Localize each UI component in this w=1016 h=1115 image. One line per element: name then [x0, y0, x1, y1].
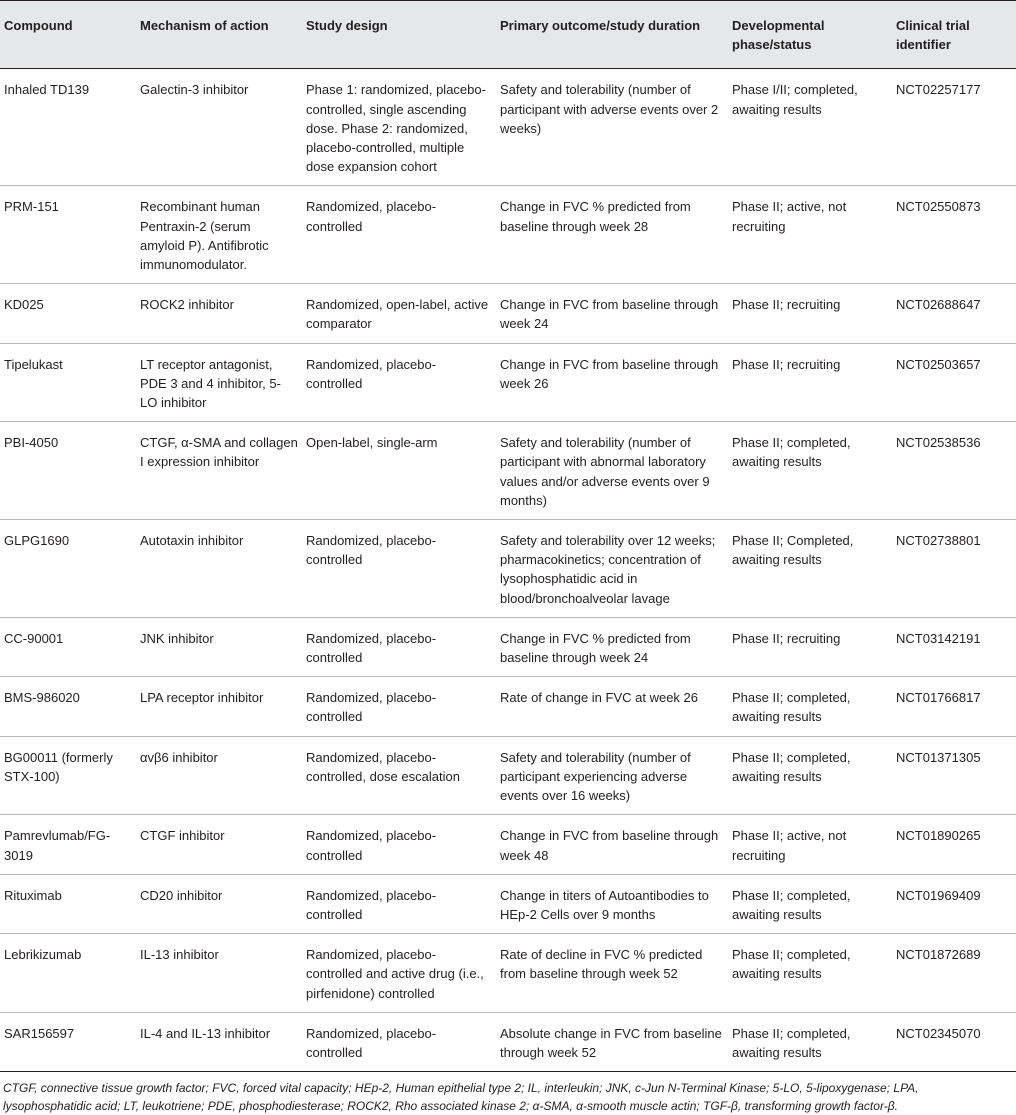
trial-identifier-cell: NCT01371305	[892, 736, 1016, 815]
compound-cell: Lebrikizumab	[0, 934, 136, 1013]
mechanism-cell: αvβ6 inhibitor	[136, 736, 302, 815]
compound-cell: BG00011 (formerly STX-100)	[0, 736, 136, 815]
primary-outcome-cell: Safety and tolerability (number of participant with adverse events over 2 weeks)	[496, 69, 728, 186]
table-row	[0, 422, 1016, 520]
trial-identifier-cell: NCT01766817	[892, 677, 1016, 736]
table-row	[0, 874, 1016, 933]
table-row	[0, 520, 1016, 618]
trial-identifier-cell: NCT02538536	[892, 422, 1016, 520]
table-body	[0, 69, 1016, 1072]
table-row	[0, 69, 1016, 186]
primary-outcome-cell: Change in FVC from baseline through week 48	[496, 815, 728, 874]
compound-cell: Tipelukast	[0, 343, 136, 422]
study-design-cell: Randomized, placebo-controlled and active drug (i.e., pirfenidone) controlled	[302, 934, 496, 1013]
phase-status-cell: Phase II; completed, awaiting results	[728, 736, 892, 815]
mechanism-cell: CTGF, α-SMA and collagen I expression inhibitor	[136, 422, 302, 520]
mechanism-cell: LPA receptor inhibitor	[136, 677, 302, 736]
primary-outcome-cell: Change in FVC % predicted from baseline through week 24	[496, 617, 728, 676]
mechanism-cell: CD20 inhibitor	[136, 874, 302, 933]
primary-outcome-cell: Change in titers of Autoantibodies to HEp-2 Cells over 9 months	[496, 874, 728, 933]
table-row	[0, 343, 1016, 422]
mechanism-cell: JNK inhibitor	[136, 617, 302, 676]
compound-cell: KD025	[0, 284, 136, 343]
phase-status-cell: Phase II; completed, awaiting results	[728, 677, 892, 736]
compound-cell: CC-90001	[0, 617, 136, 676]
table-row	[0, 815, 1016, 874]
primary-outcome-cell: Change in FVC % predicted from baseline through week 28	[496, 186, 728, 284]
study-design-cell: Randomized, placebo-controlled	[302, 677, 496, 736]
compound-cell: BMS-986020	[0, 677, 136, 736]
table-row	[0, 1012, 1016, 1071]
mechanism-cell: CTGF inhibitor	[136, 815, 302, 874]
header-row	[0, 1, 1016, 69]
trial-identifier-cell: NCT01969409	[892, 874, 1016, 933]
table-row	[0, 284, 1016, 343]
table-row	[0, 617, 1016, 676]
trial-identifier-cell: NCT02345070	[892, 1012, 1016, 1071]
phase-status-cell: Phase I/II; completed, awaiting results	[728, 69, 892, 186]
mechanism-cell: Galectin-3 inhibitor	[136, 69, 302, 186]
phase-status-cell: Phase II; completed, awaiting results	[728, 1012, 892, 1071]
primary-outcome-cell: Rate of change in FVC at week 26	[496, 677, 728, 736]
study-design-cell: Randomized, placebo-controlled	[302, 520, 496, 618]
study-design-cell: Randomized, open-label, active comparator	[302, 284, 496, 343]
primary-outcome-cell: Change in FVC from baseline through week 26	[496, 343, 728, 422]
compound-cell: Inhaled TD139	[0, 69, 136, 186]
phase-status-cell: Phase II; active, not recruiting	[728, 186, 892, 284]
table-footnote: CTGF, connective tissue growth factor; FVC, forced vital capacity; HEp-2, Human epithelial type 2; IL, interleukin; JNK, c-Jun N-Terminal Kinase; 5-LO, 5-lipoxygenase; LPA, lysophosphatidic acid; LT, leukotriene; PDE, phosphodiesterase; ROCK2, Rho associated kinase 2; α-SMA, α-smooth muscle actin; TGF-β, transforming growth factor-β.	[3, 1081, 919, 1114]
study-design-cell: Randomized, placebo-controlled	[302, 874, 496, 933]
trial-identifier-cell: NCT01872689	[892, 934, 1016, 1013]
trial-identifier-cell: NCT02503657	[892, 343, 1016, 422]
phase-status-cell: Phase II; recruiting	[728, 343, 892, 422]
mechanism-cell: IL-4 and IL-13 inhibitor	[136, 1012, 302, 1071]
header-developmental-phase: Developmental phase/status	[732, 18, 825, 53]
primary-outcome-cell: Change in FVC from baseline through week 24	[496, 284, 728, 343]
study-design-cell: Randomized, placebo-controlled, dose escalation	[302, 736, 496, 815]
trial-identifier-cell: NCT03142191	[892, 617, 1016, 676]
table-header	[0, 1, 1016, 69]
table-row	[0, 736, 1016, 815]
compound-cell: PBI-4050	[0, 422, 136, 520]
phase-status-cell: Phase II; recruiting	[728, 617, 892, 676]
header-clinical-trial-identifier: Clinical trial identifier	[896, 18, 970, 53]
phase-status-cell: Phase II; active, not recruiting	[728, 815, 892, 874]
study-design-cell: Randomized, placebo-controlled	[302, 617, 496, 676]
compound-cell: GLPG1690	[0, 520, 136, 618]
trial-identifier-cell: NCT02688647	[892, 284, 1016, 343]
compound-cell: Pamrevlumab/FG-3019	[0, 815, 136, 874]
header-compound: Compound	[4, 18, 73, 33]
study-design-cell: Randomized, placebo-controlled	[302, 186, 496, 284]
header-primary-outcome: Primary outcome/study duration	[500, 18, 701, 33]
header-mechanism-of-action: Mechanism of action	[140, 18, 269, 33]
primary-outcome-cell: Safety and tolerability over 12 weeks; pharmacokinetics; concentration of lysophosphatidic acid in blood/bronchoalveolar lavage	[496, 520, 728, 618]
compound-cell: PRM-151	[0, 186, 136, 284]
primary-outcome-cell: Safety and tolerability (number of participant with abnormal laboratory values and/or adverse events over 9 months)	[496, 422, 728, 520]
phase-status-cell: Phase II; completed, awaiting results	[728, 422, 892, 520]
primary-outcome-cell: Safety and tolerability (number of participant experiencing adverse events over 16 weeks)	[496, 736, 728, 815]
phase-status-cell: Phase II; completed, awaiting results	[728, 874, 892, 933]
study-design-cell: Randomized, placebo-controlled	[302, 815, 496, 874]
phase-status-cell: Phase II; Completed, awaiting results	[728, 520, 892, 618]
primary-outcome-cell: Rate of decline in FVC % predicted from baseline through week 52	[496, 934, 728, 1013]
study-design-cell: Phase 1: randomized, placebo-controlled, single ascending dose. Phase 2: randomized, placebo-controlled, multiple dose expansion cohort	[302, 69, 496, 186]
mechanism-cell: IL-13 inhibitor	[136, 934, 302, 1013]
header-study-design: Study design	[306, 18, 388, 33]
mechanism-cell: LT receptor antagonist, PDE 3 and 4 inhibitor, 5-LO inhibitor	[136, 343, 302, 422]
mechanism-cell: ROCK2 inhibitor	[136, 284, 302, 343]
compound-cell: SAR156597	[0, 1012, 136, 1071]
study-design-cell: Randomized, placebo-controlled	[302, 1012, 496, 1071]
mechanism-cell: Recombinant human Pentraxin-2 (serum amyloid P). Antifibrotic immunomodulator.	[136, 186, 302, 284]
trial-identifier-cell: NCT02550873	[892, 186, 1016, 284]
phase-status-cell: Phase II; recruiting	[728, 284, 892, 343]
table-row	[0, 677, 1016, 736]
table-row	[0, 186, 1016, 284]
mechanism-cell: Autotaxin inhibitor	[136, 520, 302, 618]
phase-status-cell: Phase II; completed, awaiting results	[728, 934, 892, 1013]
study-design-cell: Open-label, single-arm	[302, 422, 496, 520]
trial-identifier-cell: NCT01890265	[892, 815, 1016, 874]
trial-identifier-cell: NCT02738801	[892, 520, 1016, 618]
primary-outcome-cell: Absolute change in FVC from baseline through week 52	[496, 1012, 728, 1071]
table-row	[0, 934, 1016, 1013]
compound-cell: Rituximab	[0, 874, 136, 933]
study-design-cell: Randomized, placebo-controlled	[302, 343, 496, 422]
trial-identifier-cell: NCT02257177	[892, 69, 1016, 186]
